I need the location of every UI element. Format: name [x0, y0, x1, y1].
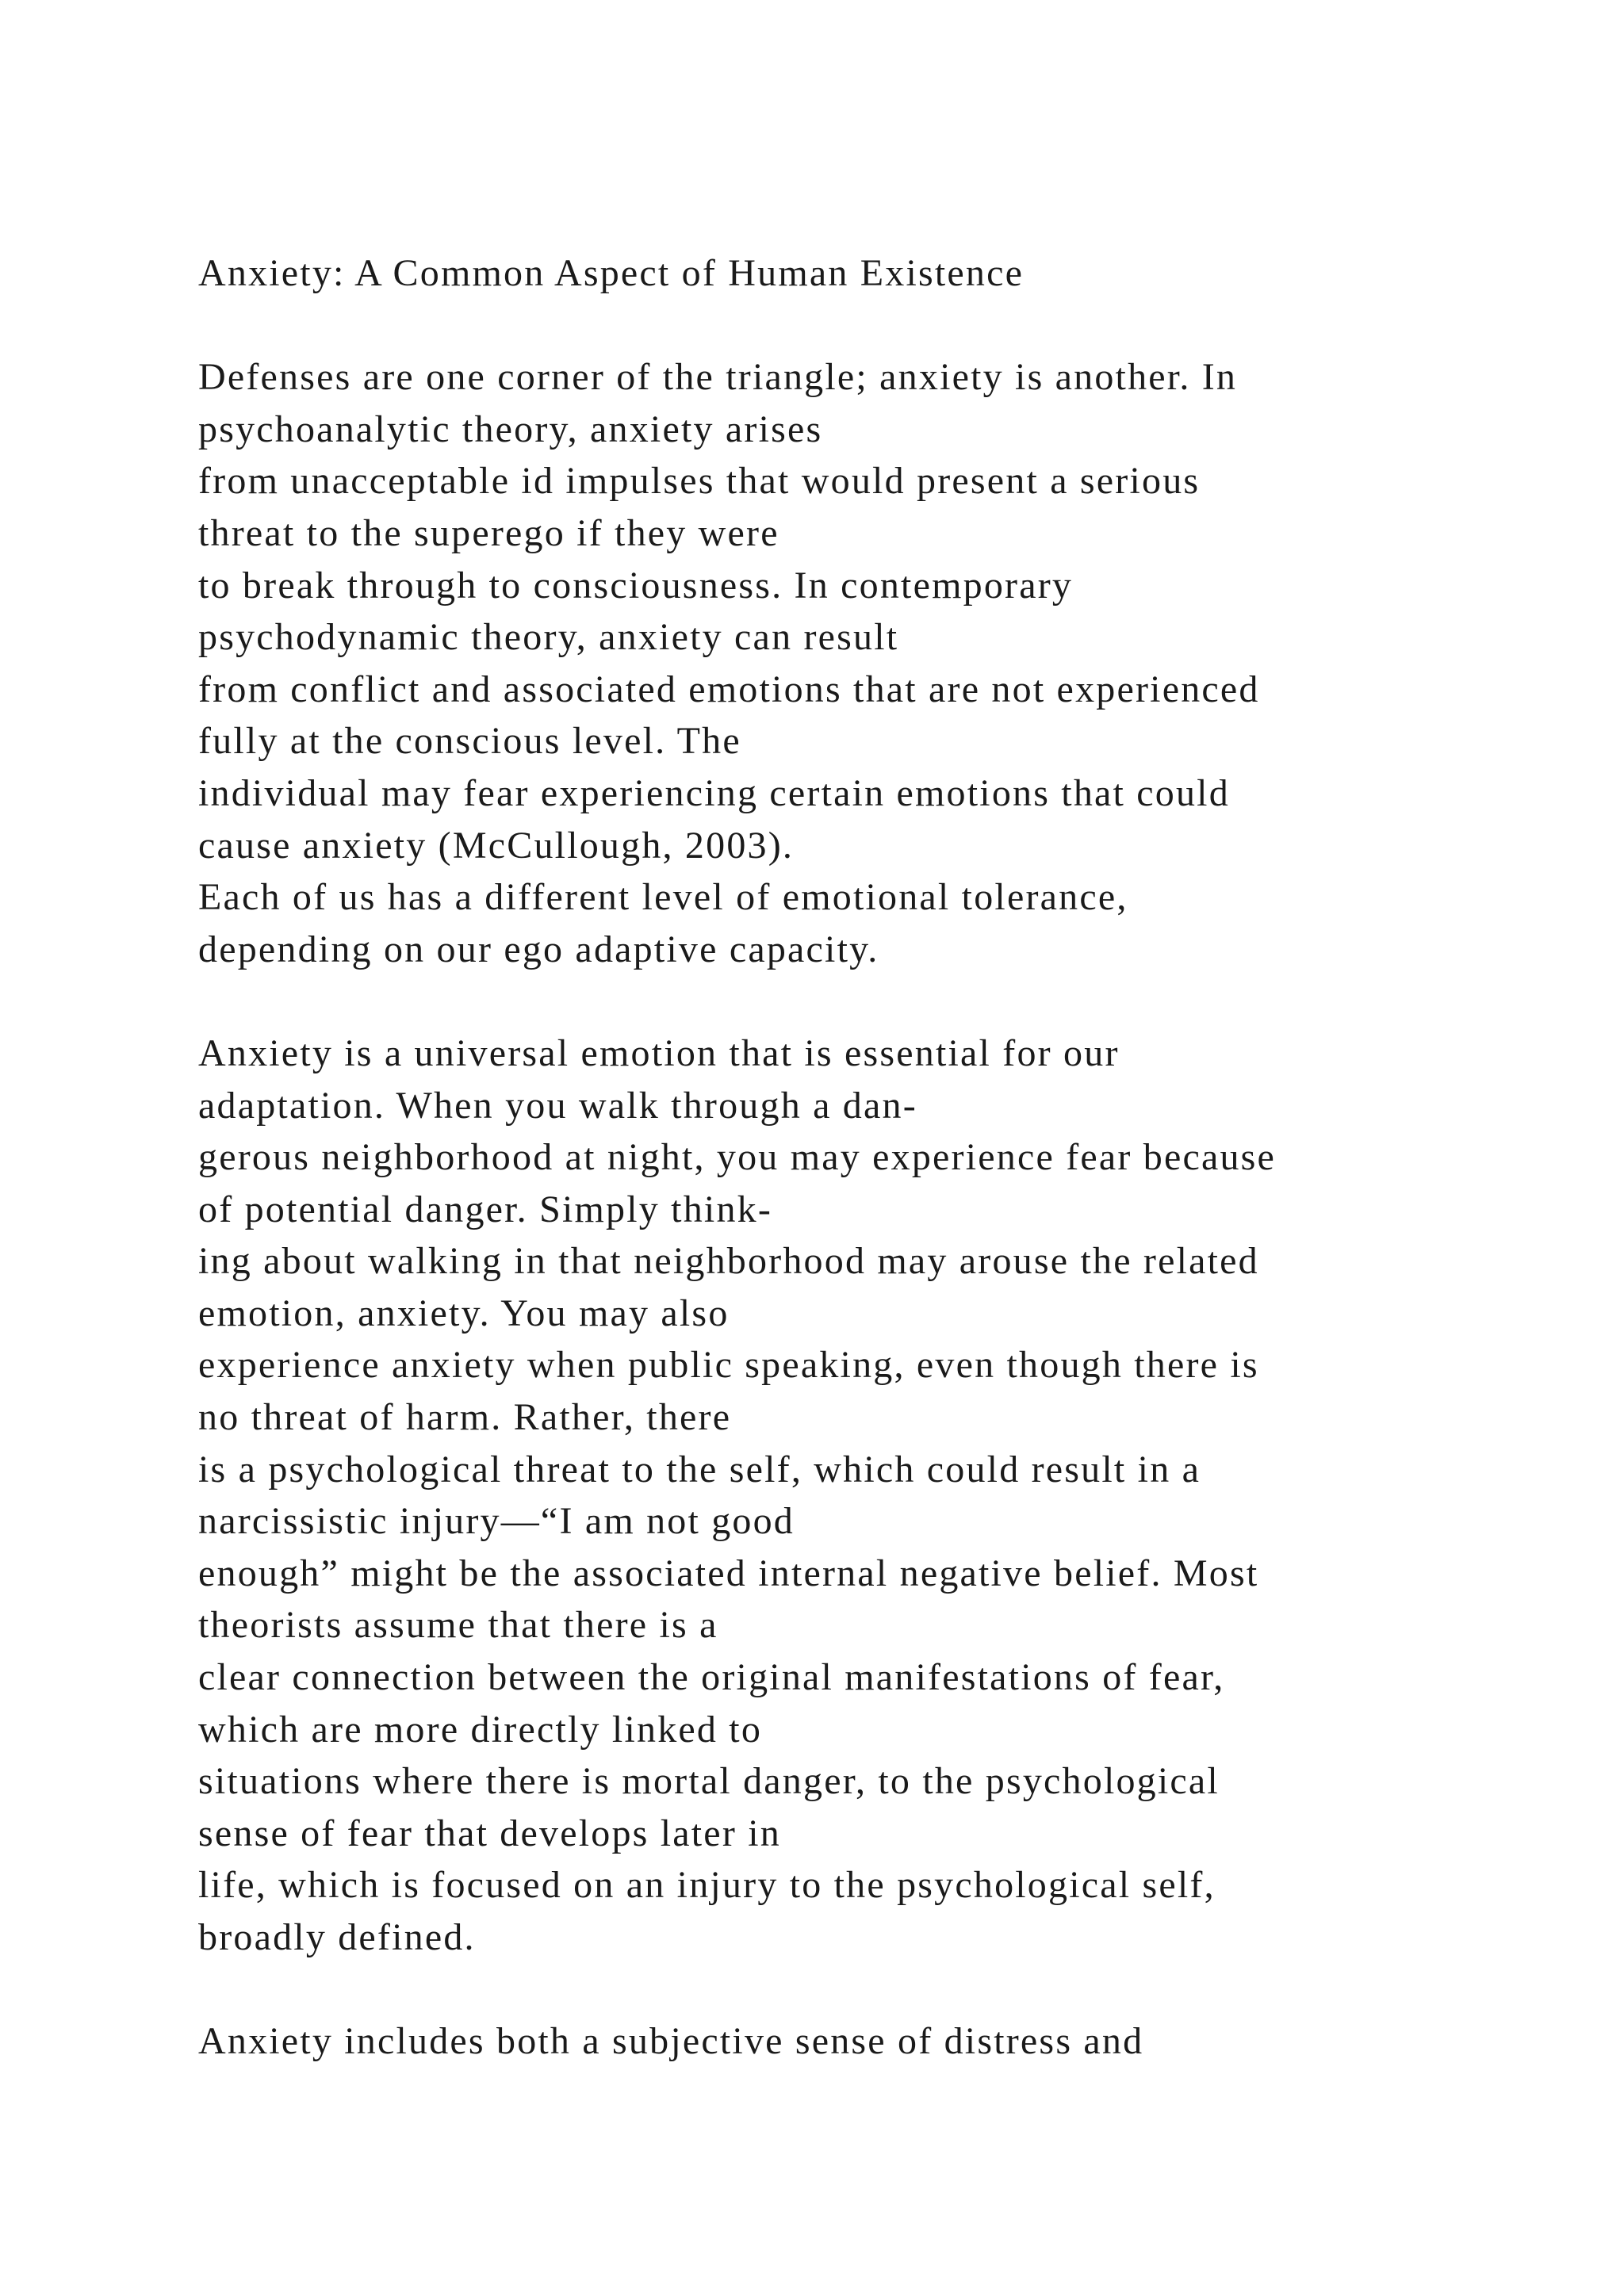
document-body	[198, 247, 1546, 2068]
blank-line	[198, 300, 1546, 352]
text-line: fully at the conscious level. The	[198, 720, 741, 763]
text-line: from conflict and associated emotions that are not experienced	[198, 668, 1260, 710]
text-line: Defenses are one corner of the triangle; anxiety is another. In	[198, 356, 1238, 399]
paragraph-1	[198, 351, 1546, 975]
text-line: gerous neighborhood at night, you may experience fear because	[198, 1136, 1277, 1179]
text-line: Anxiety includes both a subjective sense of distress and	[198, 2020, 1144, 2063]
text-line: Anxiety is a universal emotion that is essential for our	[198, 1031, 1120, 1074]
text-line: experience anxiety when public speaking, even though there is	[198, 1344, 1259, 1387]
text-line: enough” might be the associated internal negative belief. Most	[198, 1552, 1259, 1594]
text-line: from unacceptable id impulses that would present a serious	[198, 460, 1201, 503]
document-title: Anxiety: A Common Aspect of Human Existence	[198, 252, 1025, 294]
text-line: ing about walking in that neighborhood may arouse the related	[198, 1240, 1259, 1283]
blank-line	[198, 975, 1546, 1027]
text-line: to break through to consciousness. In contemporary	[198, 564, 1074, 607]
text-line: life, which is focused on an injury to the psychological self,	[198, 1864, 1216, 1907]
text-line: individual may fear experiencing certain emotions that could	[198, 771, 1230, 814]
text-line: no threat of harm. Rather, there	[198, 1396, 732, 1439]
text-line: psychoanalytic theory, anxiety arises	[198, 408, 823, 450]
text-line: narcissistic injury—“I am not good	[198, 1500, 795, 1543]
text-line: psychodynamic theory, anxiety can result	[198, 616, 899, 659]
text-line: sense of fear that develops later in	[198, 1812, 781, 1854]
text-line: emotion, anxiety. You may also	[198, 1292, 730, 1334]
text-line: adaptation. When you walk through a dan-	[198, 1084, 917, 1127]
text-line: cause anxiety (McCullough, 2003).	[198, 824, 795, 867]
text-line: Each of us has a different level of emotional tolerance,	[198, 876, 1128, 919]
text-line: depending on our ego adaptive capacity.	[198, 928, 879, 970]
text-line: which are more directly linked to	[198, 1708, 763, 1751]
text-line: is a psychological threat to the self, which could result in a	[198, 1448, 1201, 1490]
text-line: situations where there is mortal danger, to the psychological	[198, 1760, 1220, 1803]
text-line: theorists assume that there is a	[198, 1604, 718, 1647]
text-line: broadly defined.	[198, 1916, 476, 1958]
blank-line	[198, 1964, 1546, 2016]
text-line: threat to the superego if they were	[198, 511, 779, 554]
paragraph-3	[198, 2015, 1546, 2068]
paragraph-2	[198, 1027, 1546, 1964]
text-line: of potential danger. Simply think-	[198, 1188, 773, 1230]
text-line: clear connection between the original manifestations of fear,	[198, 1656, 1225, 1699]
